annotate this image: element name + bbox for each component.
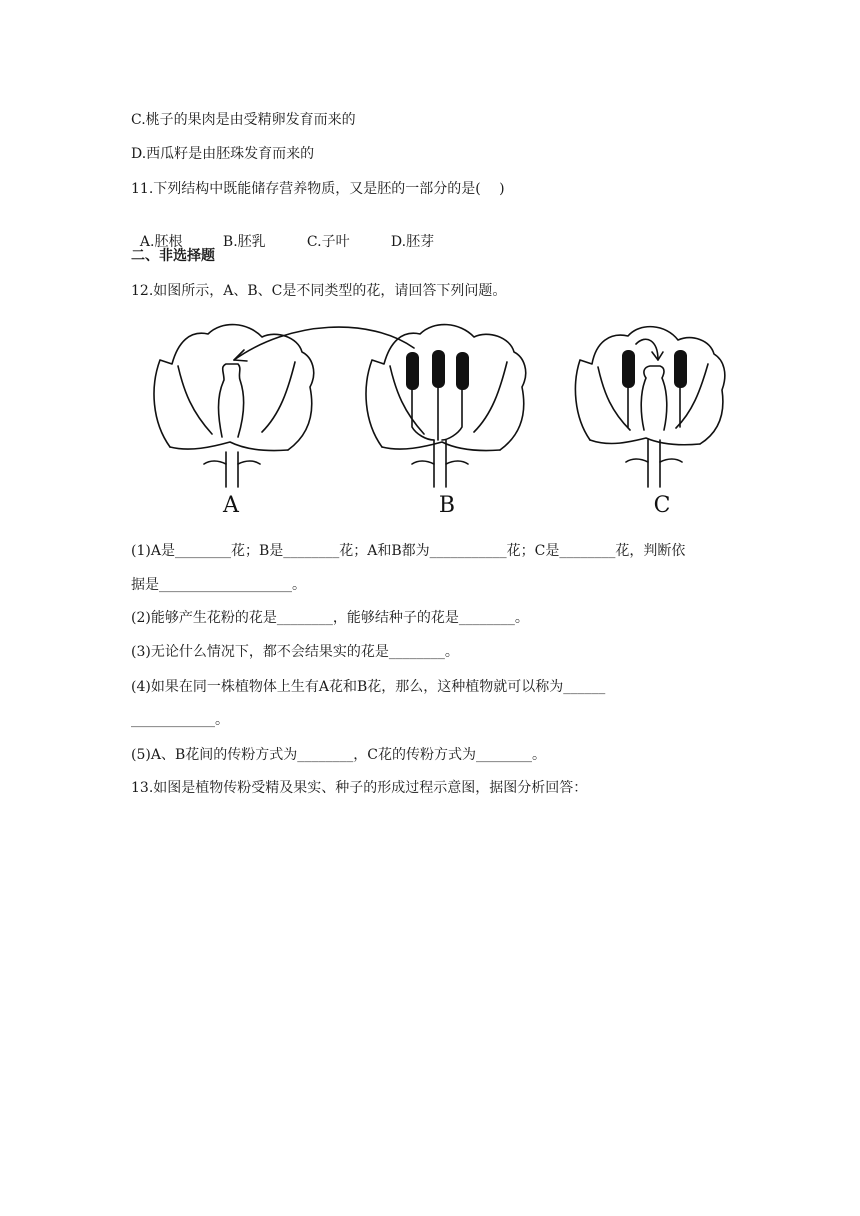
label-a: A bbox=[223, 493, 239, 518]
flower-a bbox=[154, 325, 314, 487]
question-12-part-4-cont: ____________。 bbox=[131, 712, 229, 728]
question-12-part-2: (2)能够产生花粉的花是________，能够结种子的花是________。 bbox=[131, 610, 529, 626]
anther bbox=[674, 350, 687, 388]
anther bbox=[406, 352, 419, 390]
question-12-part-1: (1)A是________花；B是________花；A和B都为___________花；C是________花，判断依 bbox=[131, 543, 686, 559]
option-a: A.胚根 bbox=[139, 234, 183, 250]
question-12-part-4: (4)如果在同一株植物体上生有A花和B花，那么，这种植物就可以称为______ bbox=[131, 679, 606, 695]
question-12-part-5: (5)A、B花间的传粉方式为________，C花的传粉方式为________。 bbox=[131, 747, 546, 763]
question-12: 12.如图所示，A、B、C是不同类型的花，请回答下列问题。 bbox=[131, 283, 507, 299]
flower-diagram bbox=[130, 312, 770, 522]
anther bbox=[432, 350, 445, 388]
question-11: 11.下列结构中既能储存营养物质，又是胚的一部分的是( ) bbox=[131, 181, 505, 197]
anther bbox=[456, 352, 469, 390]
option-b: B.胚乳 bbox=[222, 234, 266, 250]
option-d-line: D.西瓜籽是由胚珠发育而来的 bbox=[131, 146, 315, 162]
option-c: C.子叶 bbox=[306, 234, 350, 250]
option-c-line: C.桃子的果肉是由受精卵发育而来的 bbox=[131, 112, 356, 128]
anther bbox=[622, 350, 635, 388]
flower-b bbox=[366, 325, 526, 487]
question-12-part-3: (3)无论什么情况下，都不会结果实的花是________。 bbox=[131, 644, 459, 660]
section-heading: 二、非选择题 bbox=[131, 248, 215, 264]
label-b: B bbox=[438, 493, 456, 518]
option-d: D.胚芽 bbox=[390, 234, 435, 250]
question-13: 13.如图是植物传粉受精及果实、种子的形成过程示意图，据图分析回答： bbox=[131, 780, 588, 796]
label-c: C bbox=[653, 493, 671, 518]
flower-c bbox=[575, 327, 724, 487]
question-12-part-1-cont: 据是___________________。 bbox=[131, 577, 306, 593]
